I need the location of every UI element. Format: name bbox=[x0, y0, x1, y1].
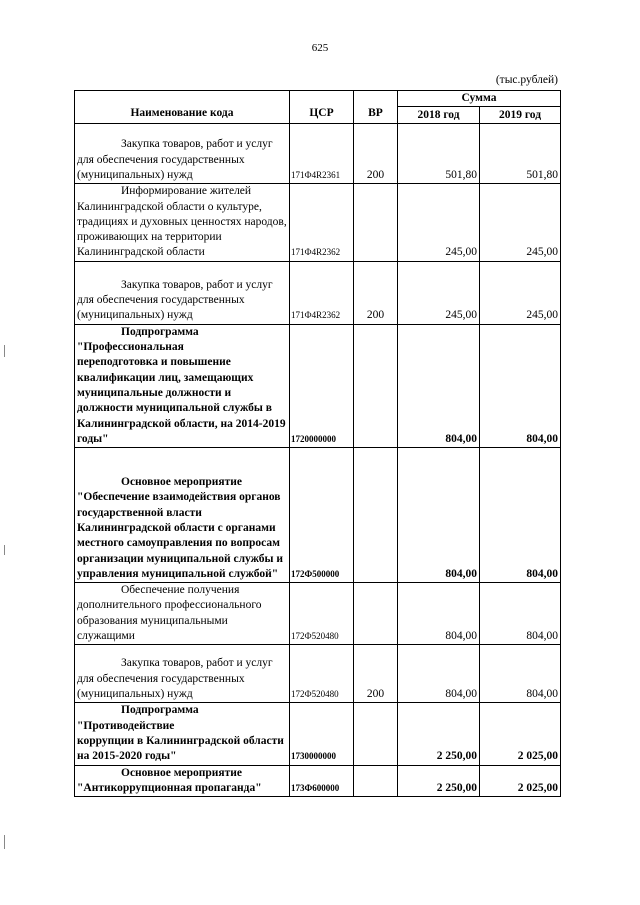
row-code: 171Ф4R2361 bbox=[290, 124, 354, 184]
header-2018: 2018 год bbox=[398, 107, 480, 124]
header-csr: ЦСР bbox=[290, 91, 354, 124]
row-vr bbox=[354, 324, 398, 447]
row-vr bbox=[354, 448, 398, 583]
row-2018: 804,00 bbox=[398, 645, 480, 703]
row-2019: 804,00 bbox=[480, 645, 561, 703]
row-code: 172Ф500000 bbox=[290, 448, 354, 583]
row-name: Подпрограмма "Профессиональная переподготовка и повышение квалификации лиц, замещающих муниципальные должности и должности муниципальной службы в Калининградской области, на 2014-2019 годы" bbox=[75, 324, 290, 447]
row-2019: 245,00 bbox=[480, 184, 561, 261]
row-name: Закупка товаров, работ и услуг для обеспечения государственных (муниципальных) нужд bbox=[75, 124, 290, 184]
table-row bbox=[75, 765, 561, 797]
header-sum: Сумма bbox=[398, 91, 561, 107]
table-row bbox=[75, 184, 561, 261]
row-2019: 804,00 bbox=[480, 583, 561, 645]
row-name: Обеспечение получения дополнительного профессионального образования муниципальными служащими bbox=[75, 583, 290, 645]
row-2019: 2 025,00 bbox=[480, 703, 561, 765]
page-number: 625 bbox=[311, 42, 329, 54]
row-2018: 804,00 bbox=[398, 583, 480, 645]
row-code: 1730000000 bbox=[290, 703, 354, 765]
row-name: Закупка товаров, работ и услуг для обеспечения государственных (муниципальных) нужд bbox=[75, 645, 290, 703]
row-vr bbox=[354, 184, 398, 261]
unit-label: (тыс.рублей) bbox=[495, 74, 558, 86]
row-2019: 501,80 bbox=[480, 124, 561, 184]
row-2018: 804,00 bbox=[398, 324, 480, 447]
scan-mark bbox=[4, 835, 5, 849]
table-row bbox=[75, 324, 561, 447]
row-2019: 2 025,00 bbox=[480, 765, 561, 797]
row-vr: 200 bbox=[354, 124, 398, 184]
row-vr bbox=[354, 765, 398, 797]
row-2019: 804,00 bbox=[480, 324, 561, 447]
table-row bbox=[75, 261, 561, 324]
header-vr: ВР bbox=[354, 91, 398, 124]
row-code: 172Ф520480 bbox=[290, 645, 354, 703]
row-code: 171Ф4R2362 bbox=[290, 261, 354, 324]
row-2018: 245,00 bbox=[398, 184, 480, 261]
scan-mark bbox=[4, 345, 5, 357]
row-2018: 501,80 bbox=[398, 124, 480, 184]
table-row bbox=[75, 583, 561, 645]
row-name: Основное мероприятие "Обеспечение взаимодействия органов государственной власти Калининградской области с органами местного самоуправления по вопросам организации муниципальной службы и управления муниципальной службой" bbox=[75, 448, 290, 583]
budget-table bbox=[74, 90, 561, 797]
row-code: 172Ф520480 bbox=[290, 583, 354, 645]
header-2019: 2019 год bbox=[480, 107, 561, 124]
row-2018: 2 250,00 bbox=[398, 703, 480, 765]
row-name: Основное мероприятие "Антикоррупционная пропаганда" bbox=[75, 765, 290, 797]
row-vr bbox=[354, 583, 398, 645]
row-code: 173Ф600000 bbox=[290, 765, 354, 797]
row-vr: 200 bbox=[354, 261, 398, 324]
scan-mark bbox=[4, 545, 5, 555]
row-vr bbox=[354, 703, 398, 765]
row-name: Подпрограмма "Противодействие коррупции в Калининградской области на 2015-2020 годы" bbox=[75, 703, 290, 765]
table-row bbox=[75, 645, 561, 703]
row-2018: 2 250,00 bbox=[398, 765, 480, 797]
row-vr: 200 bbox=[354, 645, 398, 703]
table-row bbox=[75, 703, 561, 765]
row-name: Закупка товаров, работ и услуг для обеспечения государственных (муниципальных) нужд bbox=[75, 261, 290, 324]
row-2019: 804,00 bbox=[480, 448, 561, 583]
row-code: 171Ф4R2362 bbox=[290, 184, 354, 261]
header-name: Наименование кода bbox=[75, 91, 290, 124]
row-name: Информирование жителей Калининградской области о культуре, традициях и духовных ценностях народов, проживающих на территории Калининградской области bbox=[75, 184, 290, 261]
table-row bbox=[75, 448, 561, 583]
row-2019: 245,00 bbox=[480, 261, 561, 324]
table-row bbox=[75, 124, 561, 184]
row-code: 1720000000 bbox=[290, 324, 354, 447]
row-2018: 804,00 bbox=[398, 448, 480, 583]
row-2018: 245,00 bbox=[398, 261, 480, 324]
